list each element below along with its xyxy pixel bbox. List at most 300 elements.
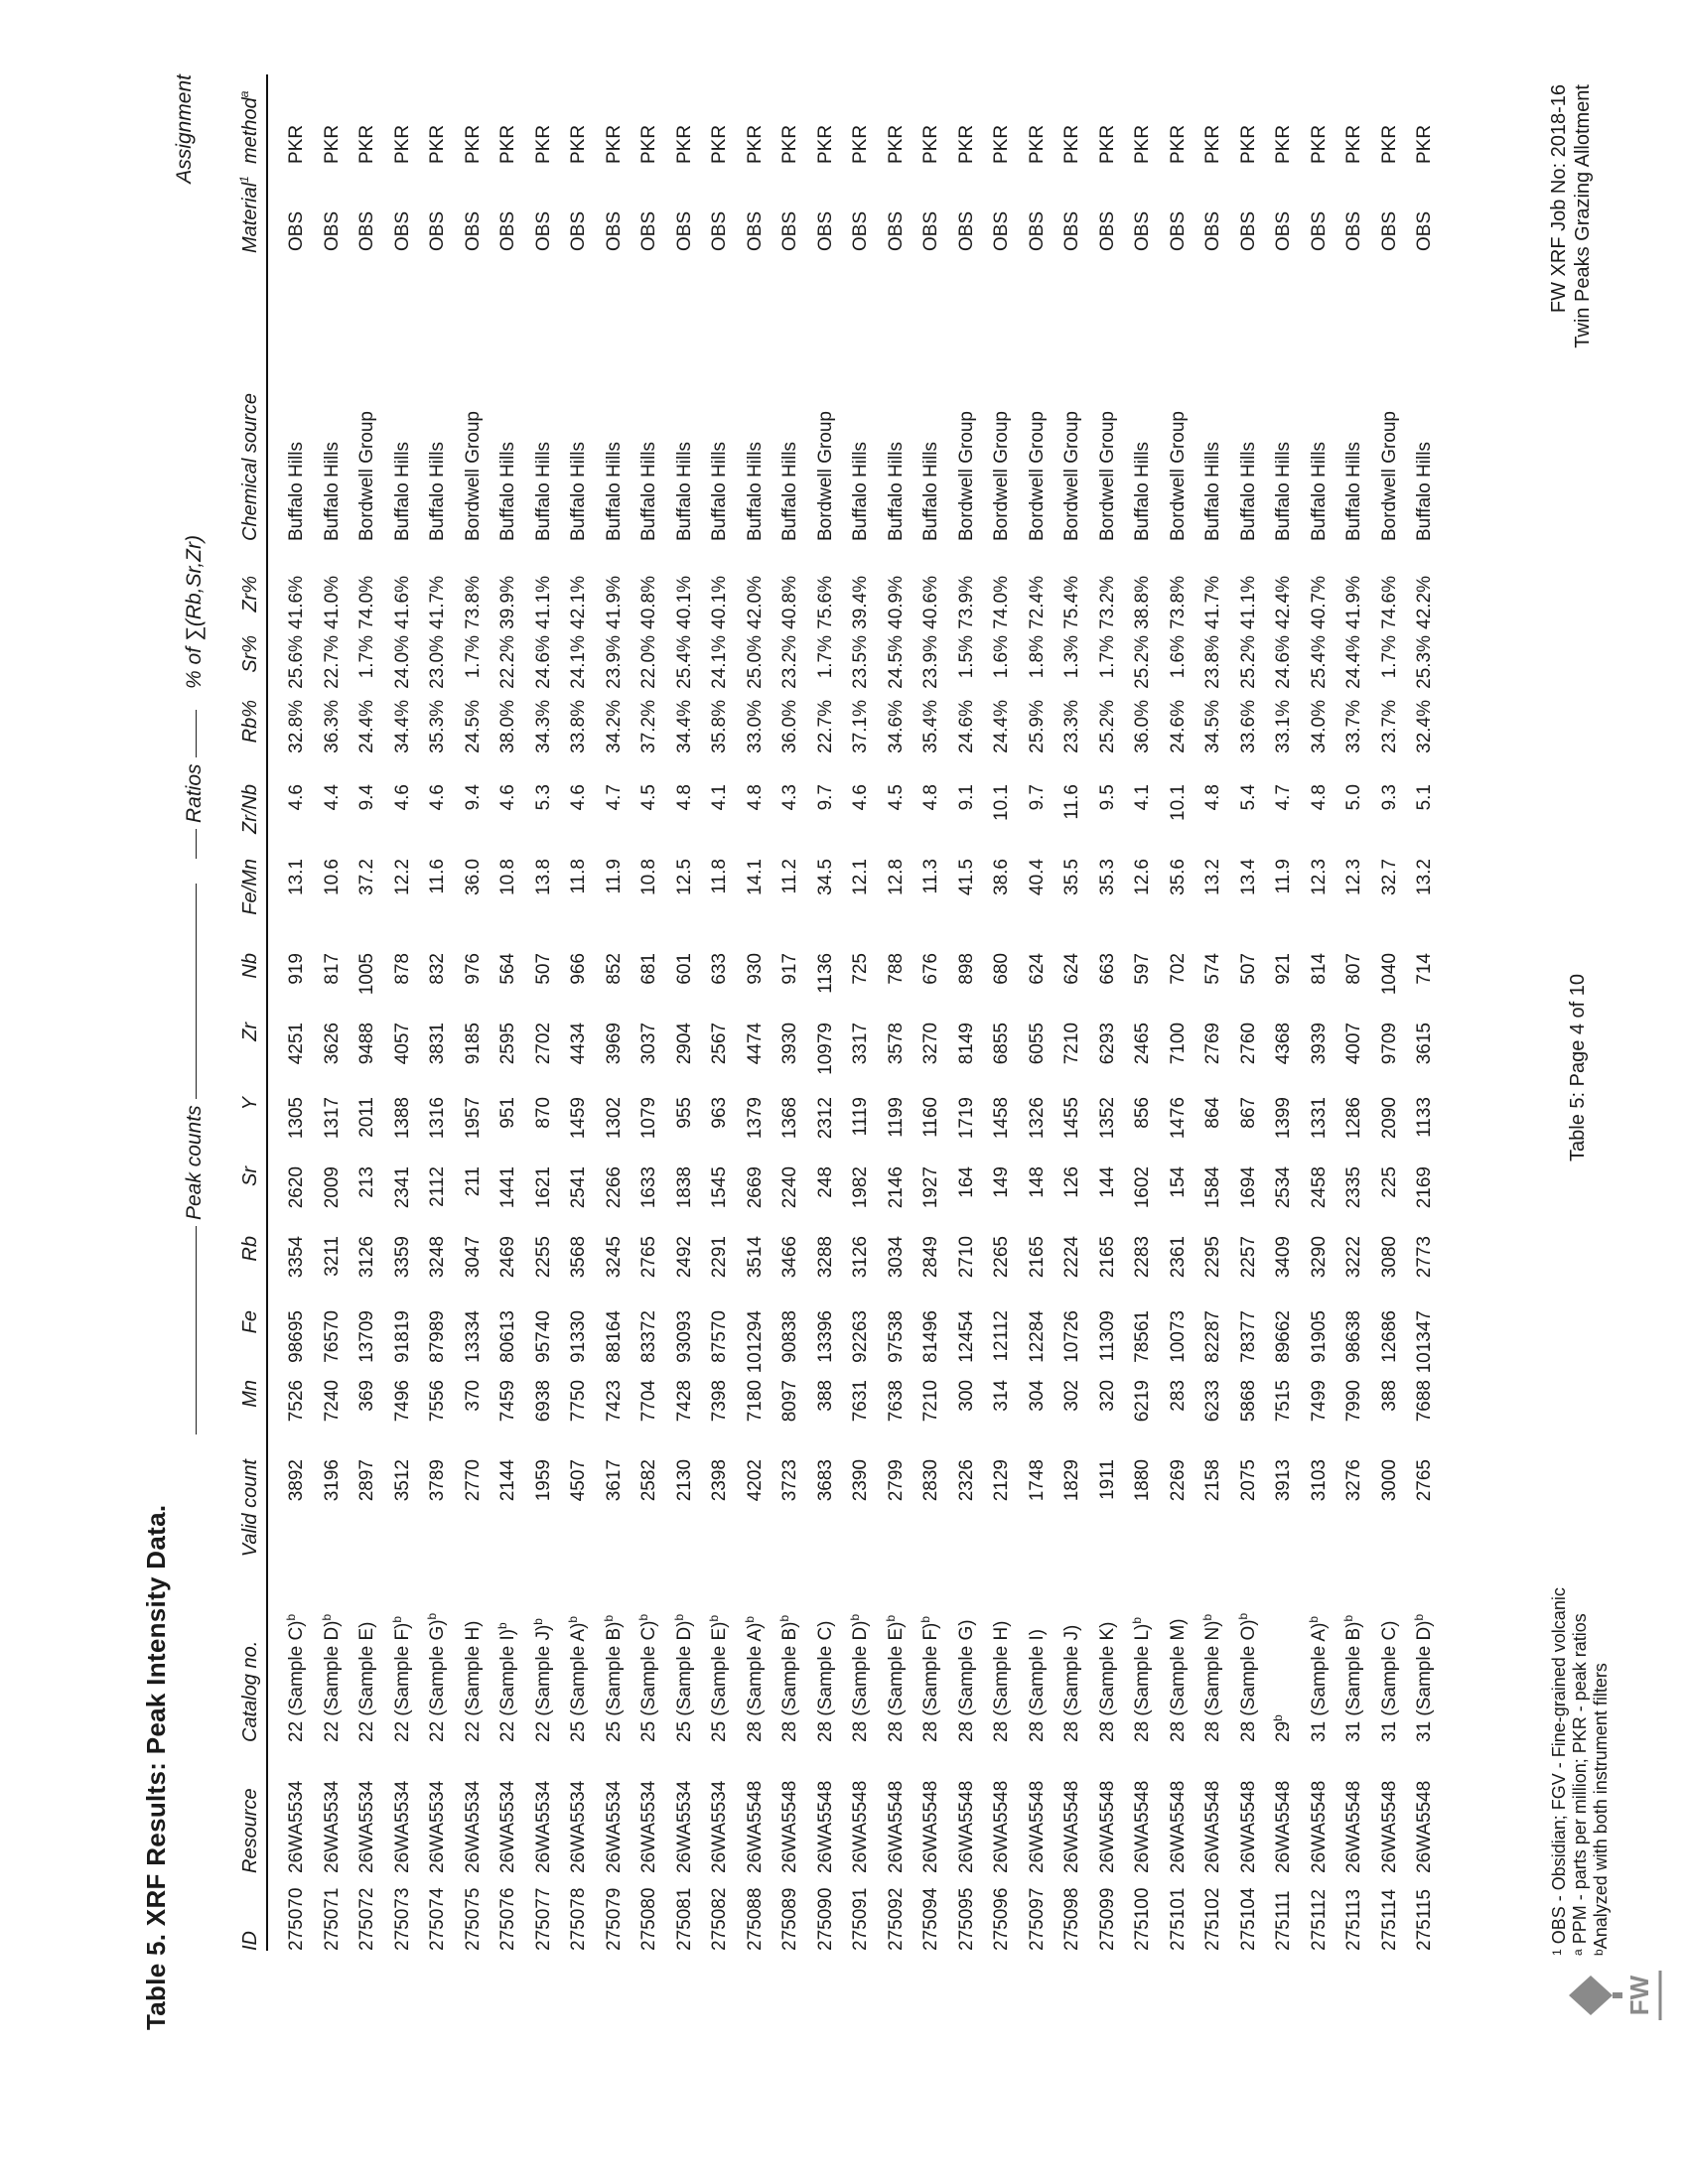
cell-zr-nb: 9.4 <box>356 784 377 811</box>
cell-zr: 3317 <box>850 1023 871 1065</box>
col-catalog: Catalog no. <box>239 1640 261 1742</box>
cell-fe: 87570 <box>709 1310 730 1363</box>
cell-sr: 1927 <box>920 1166 941 1209</box>
cell-fe: 83372 <box>638 1310 659 1363</box>
cell-mn: 7631 <box>850 1380 871 1423</box>
cell-mn: 388 <box>1378 1380 1400 1412</box>
cell-rb-pct: 33.8% <box>568 700 589 753</box>
cell-fe-mn: 41.5 <box>955 859 977 895</box>
cell-material: OBS <box>1273 210 1294 251</box>
cell-method: PKR <box>1273 124 1294 164</box>
cell-fe-mn: 11.8 <box>709 859 730 894</box>
job-info <box>1547 84 1595 481</box>
cell-fe: 10726 <box>1061 1310 1082 1363</box>
cell-zr-pct: 41.7% <box>427 576 448 629</box>
cell-fe-mn: 12.2 <box>391 859 413 895</box>
cell-sr: 2541 <box>568 1166 589 1209</box>
cell-y: 1133 <box>1414 1097 1435 1138</box>
cell-sr: 144 <box>1096 1166 1118 1198</box>
cell-method: PKR <box>391 124 413 164</box>
cell-resource: 26WA5548 <box>1167 1780 1189 1873</box>
cell-catalog: 28 (Sample B)$^b$ <box>777 1614 800 1742</box>
cell-sr-pct: 25.2% <box>1237 635 1259 689</box>
cell-fe-mn: 13.2 <box>1202 859 1223 895</box>
cell-resource: 26WA5534 <box>673 1780 695 1873</box>
cell-rb-pct: 23.7% <box>1378 700 1400 753</box>
cell-rb-pct: 34.0% <box>1308 700 1330 753</box>
cell-mn: 7688 <box>1414 1380 1435 1423</box>
cell-sr-pct: 24.1% <box>568 635 589 689</box>
fw-logo-icon <box>1569 1966 1678 2025</box>
cell-fe: 98638 <box>1343 1310 1364 1363</box>
cell-nb: 663 <box>1096 953 1118 985</box>
col-fe: Fe <box>239 1310 261 1334</box>
table-row <box>562 74 598 1951</box>
cell-method: PKR <box>709 124 730 164</box>
cell-method: PKR <box>603 124 625 164</box>
footnote-2: $^a$ PPM - parts per million; PKR - peak ratios <box>1570 1613 1590 1956</box>
cell-rb: 3245 <box>603 1236 625 1279</box>
cell-nb: 1040 <box>1378 953 1400 996</box>
cell-nb: 681 <box>638 953 659 985</box>
cell-valid-count: 3000 <box>1378 1459 1400 1502</box>
table-row <box>914 74 950 1951</box>
cell-rb: 3288 <box>814 1236 836 1279</box>
cell-method: PKR <box>356 124 377 164</box>
col-y: Y <box>239 1097 261 1111</box>
table-row <box>1232 74 1268 1951</box>
col-method: method$^a$ <box>237 90 261 164</box>
cell-fe-mn: 10.6 <box>321 859 343 895</box>
cell-id: 275070 <box>286 1887 307 1951</box>
cell-material: OBS <box>356 210 377 251</box>
cell-rb: 2295 <box>1202 1236 1223 1279</box>
cell-mn: 7423 <box>603 1380 625 1423</box>
cell-zr-nb: 4.6 <box>286 784 307 811</box>
cell-resource: 26WA5548 <box>744 1780 766 1873</box>
cell-rb-pct: 34.3% <box>532 700 554 753</box>
cell-method: PKR <box>497 124 518 164</box>
cell-resource: 26WA5534 <box>603 1780 625 1873</box>
table-row <box>844 74 880 1951</box>
cell-rb-pct: 35.4% <box>920 700 941 753</box>
table-row <box>1055 74 1091 1951</box>
cell-fe: 78561 <box>1132 1310 1153 1363</box>
cell-sr: 1694 <box>1237 1166 1259 1209</box>
cell-rb: 3248 <box>427 1236 448 1279</box>
cell-mn: 6938 <box>532 1380 554 1423</box>
cell-material: OBS <box>497 210 518 251</box>
cell-zr: 3037 <box>638 1023 659 1065</box>
cell-fe: 13396 <box>814 1310 836 1363</box>
cell-mn: 7240 <box>321 1380 343 1423</box>
cell-nb: 1136 <box>814 953 836 994</box>
assignment-group <box>173 74 212 184</box>
table-row <box>1126 74 1162 1951</box>
cell-id: 275089 <box>779 1887 800 1951</box>
cell-catalog: 25 (Sample D)$^b$ <box>671 1613 695 1742</box>
cell-zr: 3939 <box>1308 1023 1330 1065</box>
cell-zr: 3626 <box>321 1023 343 1065</box>
cell-sr-pct: 1.8% <box>1026 635 1048 679</box>
cell-chemical-source: Buffalo Hills <box>427 442 448 541</box>
cell-method: PKR <box>568 124 589 164</box>
page-label: Table 5: Page 4 of 10 <box>1567 973 1589 1161</box>
cell-sr-pct: 25.2% <box>1132 635 1153 689</box>
cell-resource: 26WA5548 <box>991 1780 1012 1873</box>
col-nb: Nb <box>239 953 261 979</box>
col-valid-count: Valid count <box>239 1459 261 1558</box>
cell-sr: 1633 <box>638 1166 659 1209</box>
cell-y: 1119 <box>850 1097 871 1137</box>
cell-nb: 814 <box>1308 953 1330 985</box>
cell-zr-pct: 41.1% <box>532 576 554 629</box>
cell-y: 1368 <box>779 1097 800 1140</box>
cell-catalog: 25 (Sample E)$^b$ <box>707 1614 730 1742</box>
cell-sr-pct: 24.5% <box>885 635 907 689</box>
cell-chemical-source: Buffalo Hills <box>885 442 907 541</box>
cell-zr: 4368 <box>1273 1023 1294 1065</box>
cell-resource: 26WA5548 <box>1026 1780 1048 1873</box>
table-row <box>386 74 422 1951</box>
cell-valid-count: 2144 <box>497 1459 518 1502</box>
cell-y: 1331 <box>1308 1097 1330 1140</box>
cell-fe-mn: 40.4 <box>1026 859 1048 895</box>
cell-rb-pct: 36.0% <box>1132 700 1153 753</box>
cell-zr-nb: 9.4 <box>462 784 484 811</box>
cell-sr: 1982 <box>850 1166 871 1209</box>
cell-zr-nb: 9.7 <box>814 784 836 811</box>
cell-catalog: 25 (Sample A)$^b$ <box>566 1615 589 1742</box>
cell-zr: 3831 <box>427 1023 448 1065</box>
cell-rb: 3047 <box>462 1236 484 1279</box>
cell-zr-pct: 41.1% <box>1237 576 1259 629</box>
cell-rb: 3080 <box>1378 1236 1400 1279</box>
cell-nb: 878 <box>391 953 413 985</box>
cell-y: 1316 <box>427 1097 448 1140</box>
cell-y: 951 <box>497 1097 518 1129</box>
cell-zr-nb: 5.4 <box>1237 784 1259 811</box>
cell-zr-pct: 73.8% <box>1167 576 1189 629</box>
cell-rb-pct: 32.8% <box>286 700 307 753</box>
cell-resource: 26WA5548 <box>1237 1780 1259 1873</box>
cell-material: OBS <box>1308 210 1330 251</box>
cell-mn: 7180 <box>744 1380 766 1423</box>
cell-resource: 26WA5548 <box>1096 1780 1118 1873</box>
cell-resource: 26WA5534 <box>356 1780 377 1873</box>
cell-resource: 26WA5548 <box>920 1780 941 1873</box>
cell-material: OBS <box>638 210 659 251</box>
cell-zr-pct: 40.8% <box>779 576 800 629</box>
cell-method: PKR <box>427 124 448 164</box>
cell-catalog: 28 (Sample A)$^b$ <box>742 1615 766 1742</box>
cell-sr-pct: 1.7% <box>814 635 836 679</box>
pct-sum-label: % of ∑(Rb,Sr,Zr) <box>183 529 207 695</box>
cell-rb-pct: 37.2% <box>638 700 659 753</box>
cell-rb-pct: 24.6% <box>955 700 977 753</box>
cell-rb-pct: 23.3% <box>1061 700 1082 753</box>
cell-zr-pct: 73.2% <box>1096 576 1118 629</box>
cell-zr: 4474 <box>744 1023 766 1065</box>
cell-fe: 76570 <box>321 1310 343 1363</box>
cell-resource: 26WA5548 <box>885 1780 907 1873</box>
cell-method: PKR <box>1237 124 1259 164</box>
cell-catalog: 28 (Sample H) <box>991 1620 1012 1742</box>
cell-valid-count: 2269 <box>1167 1459 1189 1502</box>
cell-sr-pct: 1.7% <box>1378 635 1400 679</box>
cell-material: OBS <box>1414 210 1435 251</box>
cell-fe-mn: 12.6 <box>1132 859 1153 895</box>
footnote-1: $^1$ OBS - Obsidian; FGV - Fine-grained volcanic <box>1549 1587 1569 1956</box>
cell-zr-nb: 5.0 <box>1343 784 1364 811</box>
cell-sr-pct: 23.8% <box>1202 635 1223 689</box>
cell-id: 275115 <box>1414 1889 1435 1951</box>
cell-catalog: 28 (Sample L)$^b$ <box>1130 1616 1153 1742</box>
cell-y: 1399 <box>1273 1097 1294 1140</box>
col-rb-pct: Rb% <box>239 700 261 744</box>
cell-zr-nb: 4.8 <box>920 784 941 811</box>
cell-valid-count: 2770 <box>462 1459 484 1502</box>
cell-rb-pct: 33.1% <box>1273 700 1294 753</box>
cell-fe: 97538 <box>885 1310 907 1363</box>
cell-valid-count: 2390 <box>850 1459 871 1502</box>
header-rule <box>266 74 268 1951</box>
cell-mn: 7499 <box>1308 1380 1330 1423</box>
cell-sr: 1545 <box>709 1166 730 1209</box>
cell-resource: 26WA5548 <box>779 1780 800 1873</box>
group-header-row <box>173 74 214 1951</box>
cell-zr: 2760 <box>1237 1023 1259 1065</box>
cell-sr: 248 <box>814 1166 836 1198</box>
cell-rb-pct: 35.8% <box>709 700 730 753</box>
cell-chemical-source: Buffalo Hills <box>568 442 589 541</box>
cell-chemical-source: Buffalo Hills <box>744 442 766 541</box>
cell-rb: 3354 <box>286 1236 307 1279</box>
cell-mn: 7515 <box>1273 1380 1294 1423</box>
cell-zr-nb: 4.8 <box>1308 784 1330 811</box>
cell-nb: 507 <box>532 953 554 985</box>
cell-chemical-source: Bordwell Group <box>955 411 977 541</box>
cell-resource: 26WA5548 <box>1061 1780 1082 1873</box>
cell-rb: 2773 <box>1414 1236 1435 1279</box>
cell-valid-count: 2799 <box>885 1459 907 1502</box>
cell-fe: 81496 <box>920 1310 941 1363</box>
cell-catalog: 28 (Sample F)$^b$ <box>918 1615 941 1742</box>
cell-rb: 2265 <box>991 1236 1012 1279</box>
cell-catalog: 28 (Sample J) <box>1061 1624 1082 1742</box>
cell-zr-pct: 42.4% <box>1273 576 1294 629</box>
cell-sr-pct: 24.0% <box>391 635 413 689</box>
cell-catalog: 25 (Sample C)$^b$ <box>636 1613 659 1742</box>
cell-y: 1957 <box>462 1097 484 1140</box>
cell-zr-nb: 9.7 <box>1026 784 1048 811</box>
cell-zr: 2567 <box>709 1023 730 1065</box>
cell-fe: 13709 <box>356 1310 377 1363</box>
cell-fe-mn: 12.3 <box>1343 859 1364 895</box>
cell-sr-pct: 23.9% <box>603 635 625 689</box>
cell-rb-pct: 34.6% <box>885 700 907 753</box>
cell-sr-pct: 24.4% <box>1343 635 1364 689</box>
cell-zr-pct: 74.6% <box>1378 576 1400 629</box>
cell-rb: 2765 <box>638 1236 659 1279</box>
cell-material: OBS <box>850 210 871 251</box>
cell-zr-pct: 40.9% <box>885 576 907 629</box>
cell-sr: 148 <box>1026 1166 1048 1198</box>
cell-zr-pct: 40.6% <box>920 576 941 629</box>
cell-sr-pct: 25.4% <box>673 635 695 689</box>
cell-sr-pct: 25.4% <box>1308 635 1330 689</box>
cell-zr-nb: 4.1 <box>1132 784 1153 811</box>
cell-valid-count: 3276 <box>1343 1459 1364 1502</box>
cell-material: OBS <box>1343 210 1364 251</box>
cell-id: 275094 <box>920 1887 941 1951</box>
cell-catalog: 31 (Sample D)$^b$ <box>1412 1613 1435 1742</box>
cell-zr: 2702 <box>532 1023 554 1065</box>
cell-zr-pct: 40.1% <box>673 576 695 629</box>
cell-sr: 2620 <box>286 1166 307 1209</box>
cell-chemical-source: Bordwell Group <box>462 411 484 541</box>
table-row <box>950 74 986 1951</box>
cell-catalog: 25 (Sample B)$^b$ <box>601 1614 625 1742</box>
table-row <box>1408 74 1444 1951</box>
cell-sr: 2146 <box>885 1166 907 1209</box>
cell-mn: 7526 <box>286 1380 307 1423</box>
cell-chemical-source: Buffalo Hills <box>1308 442 1330 541</box>
svg-text:FW: FW <box>1624 1975 1654 2016</box>
cell-method: PKR <box>920 124 941 164</box>
cell-sr-pct: 1.5% <box>955 635 977 679</box>
cell-resource: 26WA5534 <box>497 1780 518 1873</box>
cell-nb: 624 <box>1061 953 1082 985</box>
cell-resource: 26WA5548 <box>1414 1780 1435 1873</box>
cell-valid-count: 2897 <box>356 1459 377 1502</box>
cell-zr-nb: 4.8 <box>1202 784 1223 811</box>
cell-rb: 2469 <box>497 1236 518 1279</box>
col-fe-mn: Fe/Mn <box>239 859 261 915</box>
cell-zr-pct: 39.4% <box>850 576 871 629</box>
cell-rb: 2492 <box>673 1236 695 1279</box>
cell-resource: 26WA5534 <box>568 1780 589 1873</box>
cell-y: 1305 <box>286 1097 307 1140</box>
cell-fe-mn: 13.4 <box>1237 859 1259 895</box>
cell-valid-count: 2398 <box>709 1459 730 1502</box>
cell-method: PKR <box>850 124 871 164</box>
cell-mn: 304 <box>1026 1380 1048 1412</box>
cell-zr-nb: 11.6 <box>1061 784 1082 820</box>
cell-sr-pct: 25.0% <box>744 635 766 689</box>
cell-fe: 11309 <box>1096 1310 1118 1362</box>
cell-rb: 2165 <box>1026 1236 1048 1279</box>
cell-zr: 9488 <box>356 1023 377 1065</box>
cell-mn: 7704 <box>638 1380 659 1423</box>
cell-y: 870 <box>532 1097 554 1129</box>
cell-zr-nb: 4.4 <box>321 784 343 811</box>
cell-fe: 89662 <box>1273 1310 1294 1363</box>
cell-fe-mn: 11.3 <box>920 859 941 894</box>
cell-sr: 1584 <box>1202 1166 1223 1209</box>
cell-y: 1160 <box>920 1097 941 1138</box>
cell-catalog: 22 (Sample H) <box>462 1620 484 1742</box>
cell-chemical-source: Buffalo Hills <box>779 442 800 541</box>
cell-rb: 3211 <box>321 1236 343 1277</box>
cell-material: OBS <box>955 210 977 251</box>
cell-y: 1199 <box>885 1097 907 1138</box>
cell-material: OBS <box>673 210 695 251</box>
cell-resource: 26WA5548 <box>814 1780 836 1873</box>
cell-zr-nb: 4.7 <box>603 784 625 811</box>
table-row <box>633 74 668 1951</box>
cell-zr: 6055 <box>1026 1023 1048 1065</box>
cell-zr: 3615 <box>1414 1023 1435 1065</box>
cell-y: 864 <box>1202 1097 1223 1129</box>
cell-resource: 26WA5548 <box>955 1780 977 1873</box>
cell-rb: 3034 <box>885 1236 907 1279</box>
cell-mn: 7459 <box>497 1380 518 1423</box>
cell-material: OBS <box>427 210 448 251</box>
cell-nb: 832 <box>427 953 448 985</box>
cell-zr: 2465 <box>1132 1023 1153 1065</box>
cell-nb: 714 <box>1414 953 1435 985</box>
cell-chemical-source: Buffalo Hills <box>709 442 730 541</box>
cell-rb-pct: 24.4% <box>356 700 377 753</box>
cell-valid-count: 2158 <box>1202 1459 1223 1502</box>
cell-material: OBS <box>814 210 836 251</box>
cell-rb: 2361 <box>1167 1236 1189 1279</box>
cell-nb: 676 <box>920 953 941 985</box>
cell-rb: 3514 <box>744 1236 766 1279</box>
cell-chemical-source: Buffalo Hills <box>638 442 659 541</box>
cell-nb: 564 <box>497 953 518 985</box>
cell-zr: 2769 <box>1202 1023 1223 1065</box>
cell-nb: 921 <box>1273 953 1294 985</box>
cell-catalog: 22 (Sample D)$^b$ <box>319 1613 343 1742</box>
cell-id: 275090 <box>814 1887 836 1951</box>
cell-mn: 302 <box>1061 1380 1082 1412</box>
cell-id: 275095 <box>955 1887 977 1951</box>
cell-valid-count: 3617 <box>603 1459 625 1502</box>
cell-zr: 8149 <box>955 1023 977 1065</box>
cell-y: 1352 <box>1096 1097 1118 1140</box>
cell-valid-count: 3683 <box>814 1459 836 1502</box>
table-row <box>1091 74 1127 1951</box>
cell-id: 275088 <box>744 1887 766 1951</box>
cell-mn: 8097 <box>779 1380 800 1423</box>
cell-mn: 5868 <box>1237 1380 1259 1423</box>
cell-sr-pct: 23.0% <box>427 635 448 689</box>
cell-nb: 597 <box>1132 953 1153 985</box>
cell-fe: 101294 <box>744 1310 766 1374</box>
col-mn: Mn <box>239 1380 261 1408</box>
cell-valid-count: 3913 <box>1273 1459 1294 1502</box>
cell-method: PKR <box>1308 124 1330 164</box>
cell-sr: 1838 <box>673 1166 695 1209</box>
cell-sr: 2534 <box>1273 1166 1294 1209</box>
cell-method: PKR <box>321 124 343 164</box>
cell-sr-pct: 25.3% <box>1414 635 1435 689</box>
cell-fe: 91330 <box>568 1310 589 1363</box>
cell-valid-count: 2129 <box>991 1459 1012 1502</box>
cell-mn: 283 <box>1167 1380 1189 1412</box>
cell-valid-count: 4507 <box>568 1459 589 1502</box>
cell-method: PKR <box>673 124 695 164</box>
cell-zr-pct: 41.0% <box>321 576 343 629</box>
cell-resource: 26WA5548 <box>1202 1780 1223 1873</box>
cell-zr: 9709 <box>1378 1023 1400 1065</box>
cell-zr-pct: 75.6% <box>814 576 836 629</box>
cell-chemical-source: Buffalo Hills <box>321 442 343 541</box>
peak-counts-group <box>183 884 212 1434</box>
cell-chemical-source: Bordwell Group <box>1026 411 1048 541</box>
